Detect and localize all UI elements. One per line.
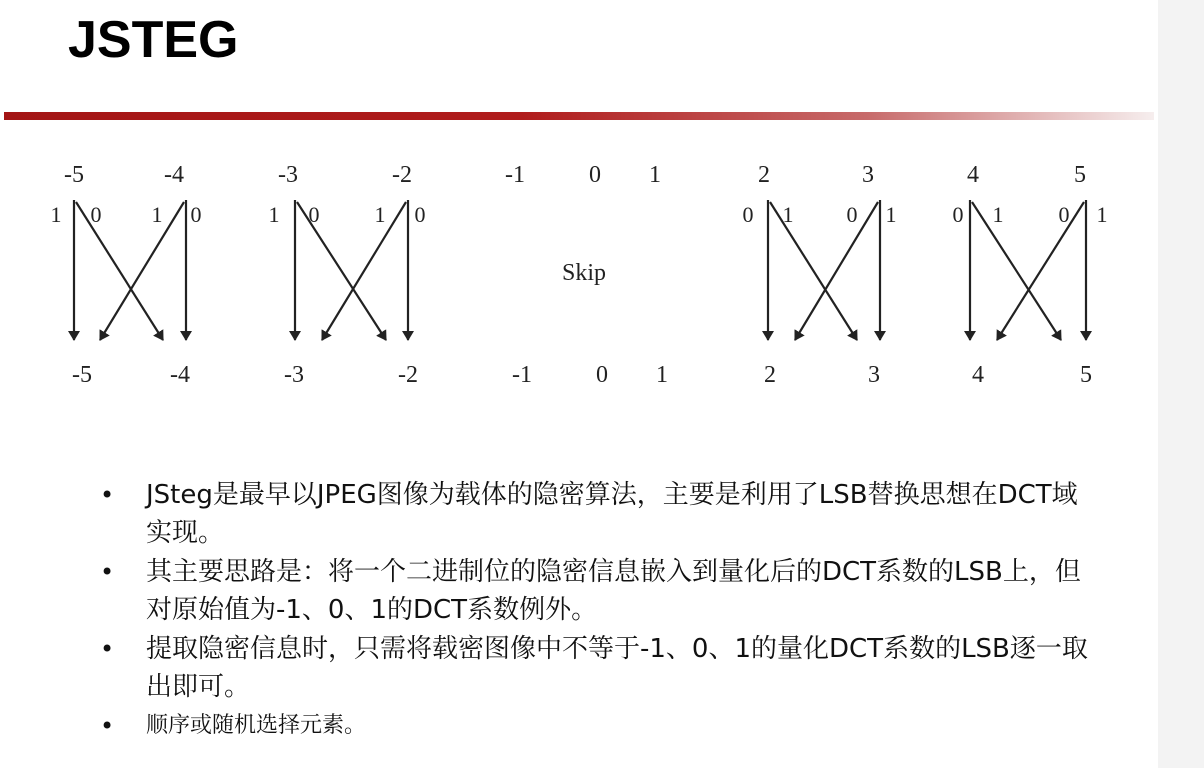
side-gutter — [1158, 0, 1204, 768]
lsb-bit: 0 — [742, 202, 754, 227]
lsb-bit: 0 — [846, 202, 858, 227]
bottom-value: 4 — [972, 362, 984, 388]
bullet-list — [100, 476, 1100, 746]
lsb-bit: 1 — [151, 202, 163, 227]
arrow-cross — [770, 202, 857, 340]
list-item — [100, 553, 1100, 629]
skip-group — [505, 162, 668, 388]
arrow-cross — [297, 202, 386, 340]
top-value: -4 — [164, 162, 184, 188]
arrow-cross — [795, 202, 878, 340]
jsteg-coefficient-diagram — [0, 140, 1158, 400]
page-title: JSTEG — [68, 11, 239, 69]
list-item — [100, 476, 1100, 552]
coefficient-pair-group — [953, 162, 1108, 388]
skip-top-value: -1 — [505, 162, 525, 188]
top-value: -3 — [278, 162, 298, 188]
lsb-bit: 1 — [268, 202, 280, 227]
bottom-value: -3 — [284, 362, 304, 388]
bullet-dot-icon: • — [100, 712, 115, 740]
top-value: -2 — [392, 162, 412, 188]
bullet-dot-icon: • — [100, 558, 115, 586]
arrow-cross — [997, 202, 1084, 340]
bullet-text: 顺序或随机选择元素。 — [146, 713, 367, 738]
skip-bottom-value: 0 — [596, 362, 608, 388]
lsb-bit: 1 — [885, 202, 897, 227]
lsb-bit: 0 — [190, 202, 202, 227]
top-value: 2 — [758, 162, 770, 188]
arrow-cross — [100, 202, 184, 340]
bullet-text: 其主要思路是：将一个二进制位的隐密信息嵌入到量化后的DCT系数的LSB上，但对原始值为-1、0、1的DCT系数例外。 — [146, 557, 1081, 625]
bottom-value: -2 — [398, 362, 418, 388]
bullet-text: JSteg是最早以JPEG图像为载体的隐密算法，主要是利用了LSB替换思想在DCT域实现。 — [146, 480, 1078, 548]
list-item — [100, 630, 1100, 706]
lsb-bit: 0 — [308, 202, 320, 227]
top-value: -5 — [64, 162, 84, 188]
top-value: 5 — [1074, 162, 1086, 188]
top-value: 3 — [862, 162, 874, 188]
bullet-dot-icon: • — [100, 481, 115, 509]
lsb-bit: 1 — [1096, 202, 1108, 227]
coefficient-pair-group — [51, 162, 202, 388]
bullet-text: 提取隐密信息时，只需将载密图像中不等于-1、0、1的量化DCT系数的LSB逐一取出即可。 — [146, 634, 1088, 702]
lsb-bit: 1 — [782, 202, 794, 227]
lsb-bit: 0 — [90, 202, 102, 227]
top-value: 4 — [967, 162, 979, 188]
lsb-bit: 1 — [374, 202, 386, 227]
coefficient-pair-group — [269, 162, 426, 388]
arrow-cross — [76, 202, 163, 340]
arrow-cross — [322, 202, 406, 340]
bottom-value: 3 — [868, 362, 880, 388]
lsb-bit: 0 — [414, 202, 426, 227]
bottom-value: 5 — [1080, 362, 1092, 388]
list-item — [100, 707, 1100, 745]
lsb-bit: 1 — [50, 202, 62, 227]
lsb-bit: 0 — [1058, 202, 1070, 227]
bullet-dot-icon: • — [100, 635, 115, 663]
bottom-value: -5 — [72, 362, 92, 388]
skip-top-value: 0 — [589, 162, 601, 188]
bottom-value: 2 — [764, 362, 776, 388]
arrow-cross — [972, 202, 1061, 340]
skip-top-value: 1 — [649, 162, 661, 188]
skip-bottom-value: 1 — [656, 362, 668, 388]
title-divider — [4, 112, 1154, 120]
lsb-bit: 1 — [992, 202, 1004, 227]
lsb-bit: 0 — [952, 202, 964, 227]
skip-label: Skip — [561, 260, 607, 286]
coefficient-pair-group — [743, 162, 897, 388]
bottom-value: -4 — [170, 362, 190, 388]
skip-bottom-value: -1 — [512, 362, 532, 388]
